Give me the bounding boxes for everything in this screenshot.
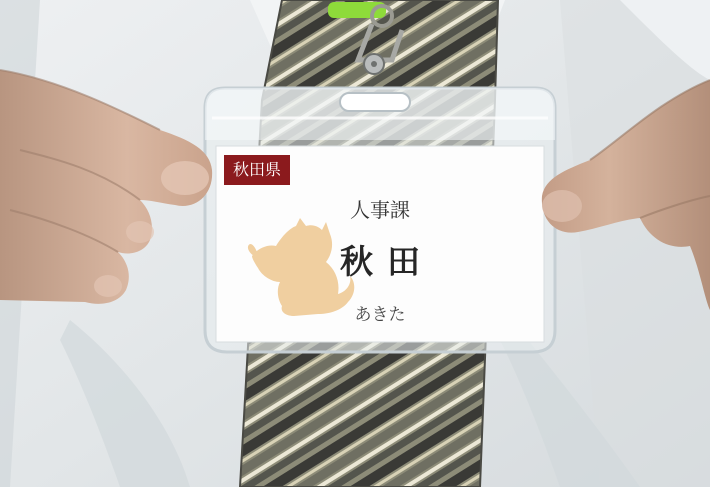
holder-slot: [340, 93, 410, 111]
name-reading: あきた: [354, 305, 406, 325]
prefecture-label: 秋田県: [224, 155, 290, 185]
person-name: 秋田: [340, 242, 434, 281]
department-label: 人事課: [350, 198, 410, 222]
lanyard: [328, 2, 386, 18]
